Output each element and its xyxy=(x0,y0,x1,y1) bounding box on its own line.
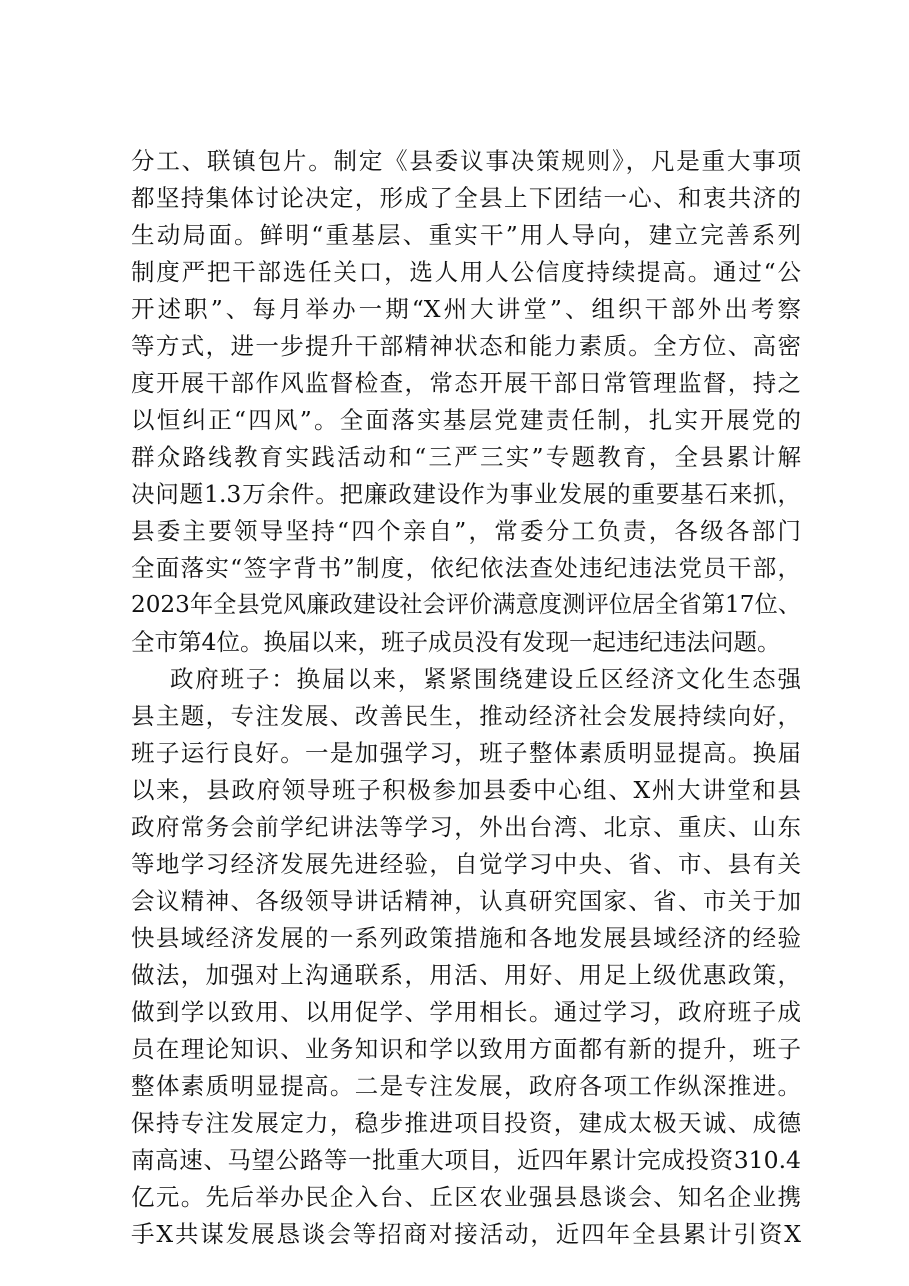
text-line: 县主题，专注发展、改善民生，推动经济社会发展持续向好， xyxy=(131,702,801,730)
text-line: 度开展干部作风监督检查，常态开展干部日常管理监督，持之 xyxy=(131,369,801,397)
text-line: 员在理论知识、业务知识和学以致用方面都有新的提升，班子 xyxy=(131,1035,801,1063)
text-line: 整体素质明显提高。二是专注发展，政府各项工作纵深推进。 xyxy=(131,1072,801,1100)
text-line: 开述职”、每月举办一期“X州大讲堂”、组织干部外出考察 xyxy=(131,295,801,323)
text-line: 南高速、马望公路等一批重大项目，近四年累计完成投资310.4 xyxy=(131,1146,801,1174)
text-line: 都坚持集体讨论决定，形成了全县上下团结一心、和衷共济的 xyxy=(131,184,801,212)
text-line: 保持专注发展定力，稳步推进项目投资，建成太极天诚、成德 xyxy=(131,1109,801,1137)
text-line: 亿元。先后举办民企入台、丘区农业强县恳谈会、知名企业携 xyxy=(131,1183,801,1211)
text-line: 2023年全县党风廉政建设社会评价满意度测评位居全省第17位、 xyxy=(131,592,801,618)
paragraph-last-line: 全市第4位。换届以来，班子成员没有发现一起违纪违法问题。 xyxy=(131,628,781,656)
text-line: 以来，县政府领导班子积极参加县委中心组、X州大讲堂和县 xyxy=(131,776,801,804)
text-line: 群众路线教育实践活动和“三严三实”专题教育，全县累计解 xyxy=(131,443,801,471)
text-line: 做法，加强对上沟通联系，用活、用好、用足上级优惠政策， xyxy=(131,961,801,989)
text-line: 县委主要领导坚持“四个亲自”，常委分工负责，各级各部门 xyxy=(131,517,801,545)
text-line: 以恒纠正“四风”。全面落实基层党建责任制，扎实开展党的 xyxy=(131,406,801,434)
body-text xyxy=(131,143,801,1253)
text-line: 决问题1.3万余件。把廉政建设作为事业发展的重要基石来抓， xyxy=(131,480,801,508)
text-line: 会议精神、各级领导讲话精神，认真研究国家、省、市关于加 xyxy=(131,887,801,915)
text-line: 手X共谋发展恳谈会等招商对接活动，近四年全县累计引资X xyxy=(131,1220,801,1248)
text-line: 制度严把干部选任关口，选人用人公信度持续提高。通过“公 xyxy=(131,258,801,286)
text-line: 生动局面。鲜明“重基层、重实干”用人导向，建立完善系列 xyxy=(131,221,801,249)
text-line: 政府常务会前学纪讲法等学习，外出台湾、北京、重庆、山东 xyxy=(131,813,801,841)
text-line: 分工、联镇包片。制定《县委议事决策规则》，凡是重大事项 xyxy=(131,147,801,175)
text-line: 全面落实“签字背书”制度，依纪依法查处违纪违法党员干部， xyxy=(131,554,801,582)
text-line: 快县域经济发展的一系列政策措施和各地发展县域经济的经验 xyxy=(131,924,801,952)
paragraph-first-line: 政府班子：换届以来，紧紧围绕建设丘区经济文化生态强 xyxy=(170,665,801,693)
text-line: 等方式，进一步提升干部精神状态和能力素质。全方位、高密 xyxy=(131,332,801,360)
text-line: 班子运行良好。一是加强学习，班子整体素质明显提高。换届 xyxy=(131,739,801,767)
text-line: 做到学以致用、以用促学、学用相长。通过学习，政府班子成 xyxy=(131,998,801,1026)
text-line: 等地学习经济发展先进经验，自觉学习中央、省、市、县有关 xyxy=(131,850,801,878)
